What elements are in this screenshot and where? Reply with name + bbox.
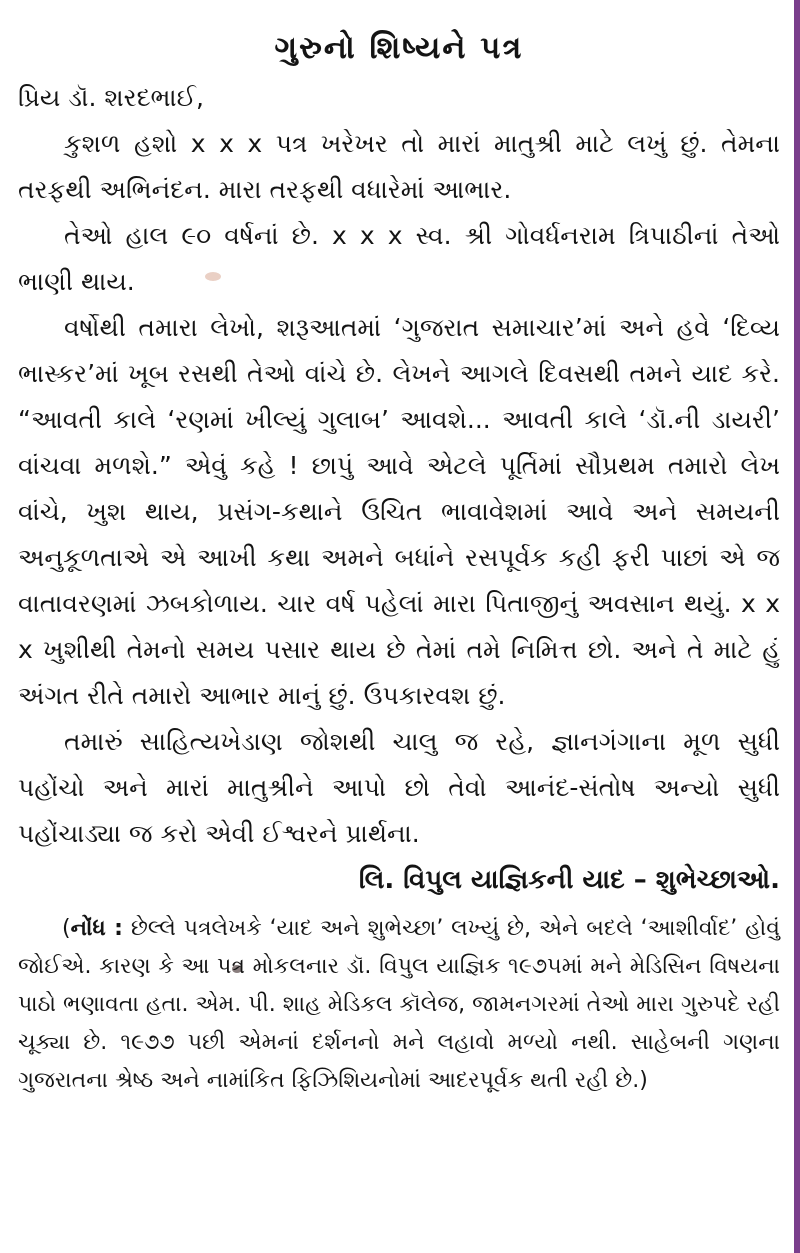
letter-paragraph-2: તેઓ હાલ ૯૦ વર્ષનાં છે. x x x સ્વ. શ્રી ગોવર્ધનરામ ત્રિપાઠીનાં તેઓ ભાણી થાય. xyxy=(18,220,780,296)
letter-paragraph-3: વર્ષોથી તમારા લેખો, શરૂઆતમાં ‘ગુજરાત સમાચાર’માં અને હવે ‘દિવ્ય ભાસ્કર’માં ખૂબ રસથી તેઓ વાંચે છે. લેખને આગલે દિવસથી તમને યાદ કરે. “આવતી કાલે ‘રણમાં ખીલ્યું ગુલાબ’ આવશે... આવતી કાલે ‘ડૉ.ની ડાયરી’ વાંચવા મળશે.” એવું કહે ! છાપું આવે એટલે પૂર્તિમાં સૌપ્રથમ તમારો લેખ વાંચે, ખુશ થાય, પ્રસંગ-કથાને ઉચિત ભાવાવેશમાં આવે અને સમયની અનુકૂળતાએ એ આખી કથા અમને બધાંને રસપૂર્વક કહી ફરી પાછાં એ જ વાતાવરણમાં ઝબકોળાય. ચાર વર્ષ પહેલાં મારા પિતાજીનું અવસાન થયું. x x x ખુશીથી તેમનો સમય પસાર થાય છે તેમાં તમે નિમિત્ત છો. અને તે માટે હું અંગત રીતે તમારો આભાર માનું છું. ઉપકારવશ છું. xyxy=(18,312,780,710)
letter-salutation: પ્રિય ડૉ. શરદભાઈ, xyxy=(18,83,204,113)
note-text: છેલ્લે પત્રલેખકે ‘યાદ અને શુભેચ્છા’ લખ્યું છે, એને બદલે ‘આશીર્વાદ’ હોવું જોઈએ. કારણ કે આ પત્ર મોકલનાર ડૉ. વિપુલ યાજ્ઞિક ૧૯૭૫માં મને મેડિસિન વિષયના પાઠો ભણાવતા હતા. એમ. પી. શાહ મેડિકલ કૉલેજ, જામનગરમાં તેઓ મારા ગુરુપદે રહી ચૂક્યા છે. ૧૯૭૭ પછી એમનાં દર્શનનો મને લહાવો મળ્યો નથી. સાહેબની ગણના ગુજરાતના શ્રેષ્ઠ અને નામાંકિત ફિઝિશિયનોમાં આદરપૂર્વક થતી રહી છે.) xyxy=(18,915,780,1093)
note-label: નોંધ : xyxy=(70,915,123,941)
letter-paragraph-1: કુશળ હશો x x x પત્ર ખરેખર તો મારાં માતુશ્રી માટે લખું છું. તેમના તરફથી અભિનંદન. મારા તરફથી વધારેમાં આભાર. xyxy=(18,128,780,204)
letter-title: ગુરુનો શિષ્યને પત્ર xyxy=(274,30,524,66)
editor-note xyxy=(18,910,780,1100)
note-open-paren: ( xyxy=(62,915,71,941)
letter-signature: લિ. વિપુલ યાજ્ઞિકની યાદ – શુભેચ્છાઓ. xyxy=(358,864,780,895)
letter-document xyxy=(18,28,780,1100)
letter-paragraph-4: તમારું સાહિત્યખેડાણ જોશથી ચાલુ જ રહે, જ્ઞાનગંગાના મૂળ સુધી પહોંચો અને મારાં માતુશ્રીને આપો છો તેવો આનંદ-સંતોષ અન્યો સુધી પહોંચાડ્યા જ કરો એવી ઈશ્વરને પ્રાર્થના. xyxy=(18,726,780,848)
